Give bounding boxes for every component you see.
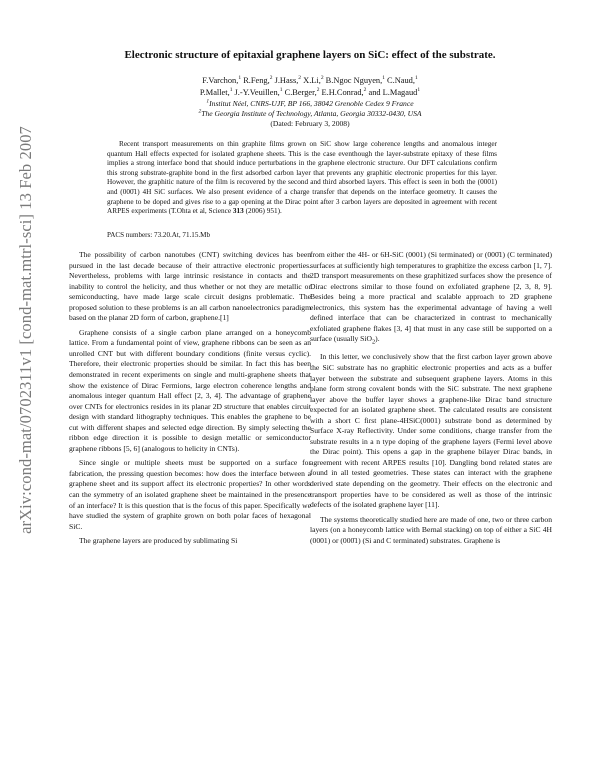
- author: E.H.Conrad,$^2$: [321, 86, 367, 97]
- volume-number: 313: [232, 207, 244, 216]
- author: B.Ngoc Nguyen,$^1$: [325, 75, 385, 85]
- author-list: [70, 75, 550, 98]
- body-paragraph: The possibility of carbon nanotubes (CNT) switching devices has been pursued in the last decade because of their attractive electronic properties. Nevertheless, problems with large intrinsic resistance in contacts and the inability to control the helicity, and thus whether or not they are metallic or semiconducting, have made large scale circuit designs problematic. The proposed solution to these problems is an all carbon nanoelectronics paradigm based on the planar 2D form of carbon, graphene.[1]: [69, 250, 311, 323]
- arxiv-identifier: arXiv:cond-mat/0702311v1 [cond-mat.mtrl-sci] 13 Feb 2007: [16, 126, 35, 534]
- body-paragraph: Since single or multiple sheets must be supported on a surface for fabrication, the pressing question becomes: how does the interface between a graphene sheet and its support affect its electronic properties? In other words can the symmetry of an isolated graphene sheet be maintained in the presence of an interface? It is this question that is the focus of this paper. Specifically we have studied the system of graphite grown on both polar faces of hexagonal SiC.: [69, 458, 311, 531]
- pacs-numbers: PACS numbers: 73.20.At, 71.15.Mb: [107, 231, 211, 239]
- paper-title: Electronic structure of epitaxial graphene layers on SiC: effect of the substrate.: [124, 49, 496, 61]
- body-paragraph: Graphene consists of a single carbon plane arranged on a honeycomb lattice. From a fundamental point of view, graphene ribbons can be seen as an unrolled CNT but with different boundary conditions (finite versus cyclic). Therefore, their electronic properties should be similar. In fact this has been demonstrated in recent experiments on single and multi-graphene sheets that show the existence of Dirac Fermions, large electron coherence lengths and anomalous integer quantum Hall effect [2, 3, 4]. The advantage of graphene over CNTs for electronics resides in its planar 2D structure that enables circuit design with standard lithography techniques. This enables the graphene to be cut with different shapes and selected edge direction. By simply selecting the ribbon edge direction it is possible to design metallic or semiconductor graphene ribbons [5, 6] (analogous to helicity in CNTs).: [69, 327, 311, 453]
- author: C.Berger,$^2$: [284, 86, 320, 97]
- affiliation: $^2$The Georgia Institute of Technology, Atlanta, Georgia 30332-0430, USA: [198, 108, 422, 118]
- dated-line: (Dated: February 3, 2008): [270, 119, 350, 128]
- affiliation: $^1$Institut Néel, CNRS-UJF, BP 166, 38042 Grenoble Cedex 9 France: [206, 98, 414, 108]
- author: R.Feng,$^2$: [243, 75, 273, 85]
- body-paragraph: In this letter, we conclusively show that the first carbon layer grown above the SiC substrate has no graphitic electronic properties and acts as a buffer layer between the substrate and subsequent graphene layers. Atoms in this plane form strong covalent bonds with the SiC substrate. The next graphene layer above the buffer layer shows a graphene-like Dirac band structure expected for an isolated graphene sheet. The calculated results are consistent with a short C first plane-4HSiC(0001) substrate bond as determined by Surface X-ray Reflectivity. Under some conditions, charge transfer from the substrate results in a n type doping of the graphene layers (Fermi level above the Dirac point). This opens a gap in the graphene bilayer Dirac bands, in agreement with recent ARPES results [10]. Dangling bond related states are found in all tested geometries. These states can interact with the graphene derived state depending on the geometry. Their effects on the electronic and transport properties have to be considered as well as those of the intrinsic defects of the isolated graphene layer [11].: [310, 352, 552, 510]
- author: X.Li,$^2$: [303, 75, 324, 85]
- author: J.-Y.Veuillen,$^1$: [234, 86, 283, 97]
- author: and L.Magaud$^1$: [368, 86, 421, 97]
- author: F.Varchon,$^1$: [202, 75, 242, 85]
- body-paragraph: The systems theoretically studied here are made of one, two or three carbon layers (on a honeycomb lattice with Bernal stacking) on top of either a SiC 4H (0001) or (000̄1) (Si and C terminated) substrates. Graphene is: [310, 514, 552, 545]
- author: C.Naud,$^1$: [387, 75, 418, 85]
- abstract: Recent transport measurements on thin graphite films grown on SiC show large coherence lengths and anomalous integer quantum Hall effects expected for isolated graphene sheets. This is the case eventhough the layer-substrate epitaxy of these films implies a strong interface bond that should induce perturbations in the graphene electronic structure. Our DFT calculations confirm this strong substrate-graphite bond in the first adsorbed carbon layer that prevents any graphitic electronic properties for this layer. However, the graphitic nature of the film is recovered by the second and third absorbed layers. This effect is seen in both the (0001) and (000̄1) 4H SiC surfaces. We also present evidence of a charge transfer that depends on the interface geometry. It causes the graphene to be doped and gives rise to a gap opening at the Dirac point after 3 carbon layers are deposited in agreement with recent ARPES experiments (T.Ohta et al, Science 313 (2006) 951).: [107, 140, 497, 216]
- body-paragraph: The graphene layers are produced by sublimating Si: [79, 536, 238, 546]
- affiliations: [70, 99, 550, 129]
- author: J.Hass,$^2$: [274, 75, 302, 85]
- left-column: [69, 250, 311, 551]
- right-column: [310, 250, 552, 550]
- author: P.Mallet,$^1$: [199, 86, 233, 97]
- body-paragraph-continued: from either the 4H- or 6H-SiC (0001) (Si terminated) or (000̄1) (C terminated) surfaces at sufficiently high temperatures to graphitize the excess carbon [1, 7]. 2D transport measurements on these graphitized surfaces show the presence of Dirac electrons similar to those found on exfoliated graphene [2, 3, 8, 9]. Besides being a more practical and scalable approach to 2D graphene electronics, this system has the experimental advantage of having a well defined interface that can be characterized in contrast to mechanically exfoliated graphene flakes [3, 4] that must in any case still be supported on a surface (usually SiO$_2$).: [310, 250, 552, 346]
